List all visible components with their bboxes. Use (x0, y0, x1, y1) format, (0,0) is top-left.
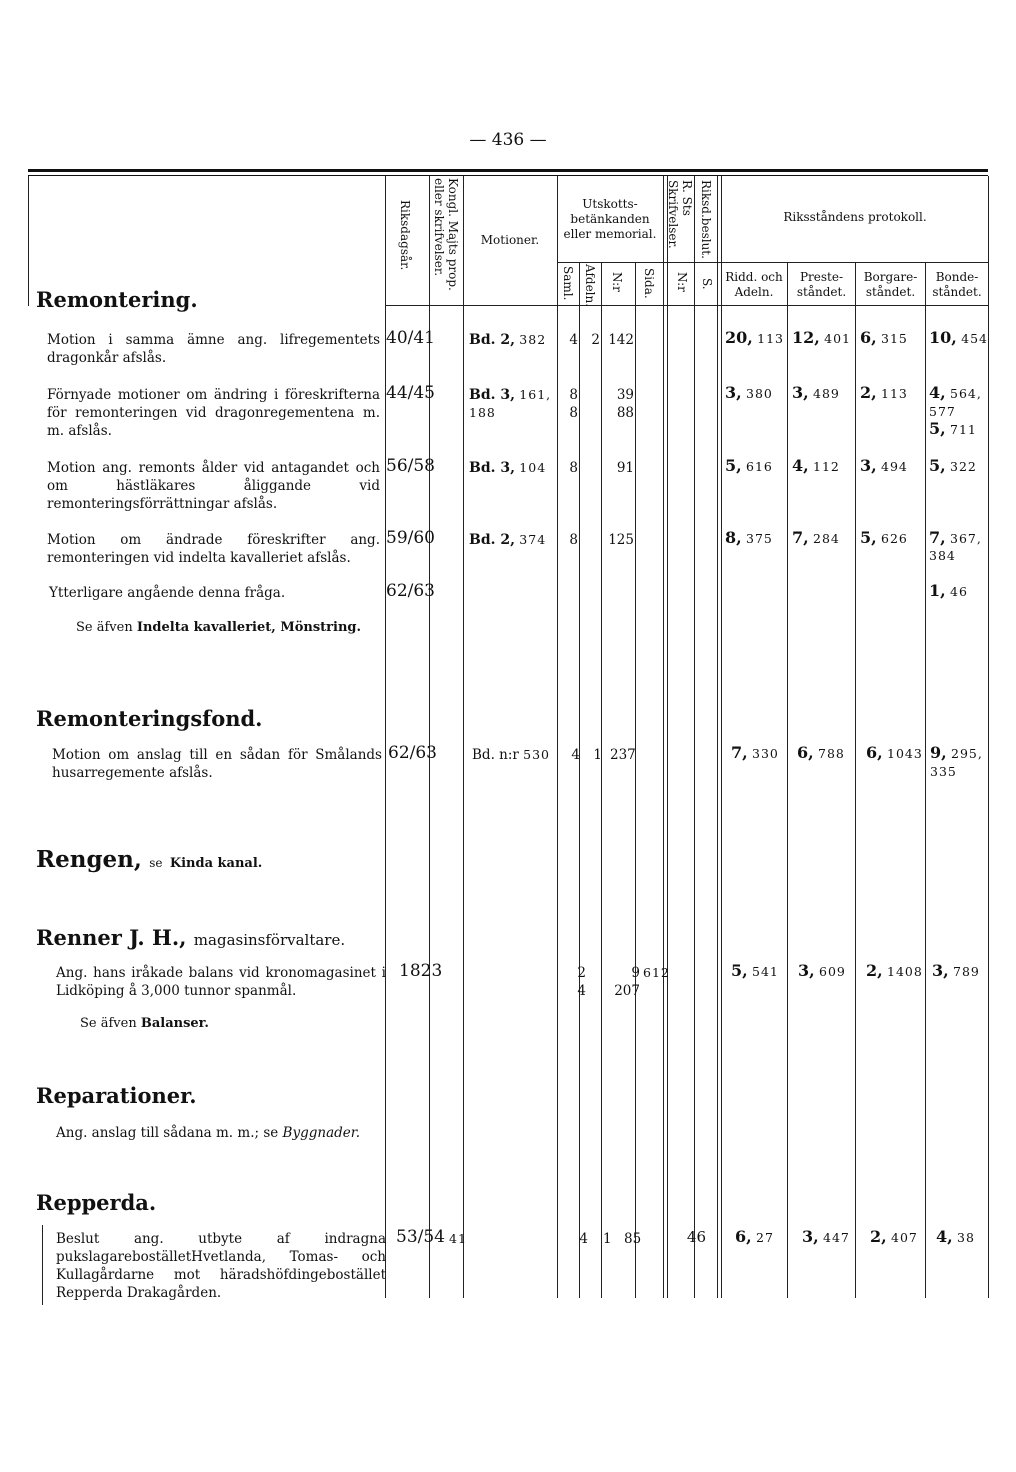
entry-description: Ytterligare angående denna fråga. (49, 585, 286, 601)
section-title-repperda: Repperda. (36, 1190, 157, 1215)
header-bonde: Bonde- ståndet. (932, 270, 982, 299)
ref-borgare (860, 457, 908, 476)
ref-borgare (860, 329, 908, 348)
section-title-remontering: Remontering. (36, 287, 198, 312)
ref-page: 367, (950, 531, 982, 546)
ref-ridd (735, 1228, 774, 1247)
motion-page: 382 (519, 332, 547, 347)
rengen-se: se (149, 856, 163, 870)
header-riksd-s: S. (700, 278, 714, 290)
ref-page: 447 (823, 1230, 850, 1245)
entry-nr: 88 (616, 405, 634, 421)
header-preste: Preste- ståndet. (796, 270, 847, 299)
renner-sub: magasinsförvaltare. (193, 931, 346, 949)
entry-nr: 125 (608, 532, 634, 548)
motion-page: 161, (519, 387, 552, 402)
ref-volume: 5, (731, 961, 748, 980)
header-kongl: Kongl. Majts prop. eller skrifvelser. (432, 178, 460, 291)
col-line (787, 262, 788, 1298)
see-prefix: Se äfven (80, 1016, 137, 1031)
col-line (463, 176, 464, 1298)
ref-bonde (929, 529, 982, 548)
ref-borgare (870, 1228, 918, 1247)
ref-borgare (860, 529, 908, 548)
motion-volume: Bd. 3, (469, 460, 515, 476)
entry-rsts: 46 (686, 1228, 706, 1246)
ref-bonde-2 (929, 420, 977, 439)
ref-volume: 10, (929, 328, 957, 347)
entry-motion (469, 459, 546, 477)
entry-year: 44/45 (386, 383, 435, 403)
ref-volume: 5, (860, 528, 877, 547)
header-rsts: R. Sts Skrifvelser. (666, 180, 694, 249)
ref-volume: 3, (932, 961, 949, 980)
reparationer-text: Ang. anslag till sådana m. m.; se (56, 1125, 279, 1141)
entry-sida: 612 (643, 965, 670, 980)
entry-year: 40/41 (386, 328, 435, 348)
see-also-remontering (76, 620, 361, 635)
header-rule (557, 262, 988, 263)
ref-page: 113 (881, 386, 908, 401)
ref-ridd (731, 744, 779, 763)
ref-bonde (929, 457, 977, 476)
ref-page: 454 (961, 331, 988, 346)
ref-preste (798, 962, 846, 981)
ref-volume: 7, (792, 528, 809, 547)
motion-page: 530 (523, 747, 550, 762)
ref-preste (797, 744, 845, 763)
ref-ridd (725, 457, 773, 476)
header-sida: Sida. (642, 268, 656, 299)
entry-nr: 91 (616, 460, 634, 476)
entry-year: 1823 (399, 961, 443, 981)
page-number: — 436 — (469, 130, 547, 150)
ref-volume: 6, (866, 743, 883, 762)
ref-page: 789 (953, 964, 980, 979)
header-motioner: Motioner. (480, 233, 540, 247)
entry-motion (472, 746, 550, 764)
ref-page: 27 (756, 1230, 774, 1245)
ref-volume: 5, (725, 456, 742, 475)
ref-page: 112 (813, 459, 840, 474)
entry-kongl: 41 (449, 1231, 467, 1246)
col-line (855, 262, 856, 1298)
entry-motion-cont: 188 (469, 405, 496, 420)
see-prefix: Se äfven (76, 620, 133, 635)
col-line (925, 262, 926, 1298)
motion-volume: Bd. 3, (469, 387, 515, 403)
ref-volume: 6, (797, 743, 814, 762)
entry-nr: 39 (616, 387, 634, 403)
entry-motion (469, 331, 546, 349)
ref-bonde (930, 744, 983, 763)
renner-title: Renner J. H., (36, 925, 187, 950)
ref-volume: 1, (929, 581, 946, 600)
ref-bonde (929, 384, 982, 403)
ref-volume: 9, (930, 743, 947, 762)
ref-ridd (731, 962, 779, 981)
ref-page: 375 (746, 531, 773, 546)
motion-volume: Bd. 2, (469, 332, 515, 348)
ref-ridd (725, 329, 784, 348)
entry-description (56, 1124, 396, 1142)
ref-page: 295, (951, 746, 983, 761)
ref-page: 616 (746, 459, 773, 474)
ref-volume: 5, (929, 456, 946, 475)
entry-description: Förnyade motioner om ändring i föreskrifterna för remonteringen vid dragonregementena m. m. afslås. (47, 387, 380, 439)
entry-saml: 8 (569, 405, 578, 421)
ref-ridd (725, 384, 773, 403)
section-title-reparationer: Reparationer. (36, 1083, 197, 1108)
ref-page: 407 (891, 1230, 918, 1245)
header-rule (385, 305, 988, 306)
entry-nr: 142 (608, 332, 634, 348)
ref-volume: 20, (725, 328, 753, 347)
entry-nr-a: 1 (603, 1231, 612, 1247)
ref-page: 1043 (887, 746, 923, 761)
entry-year: 59/60 (386, 528, 435, 548)
entry-saml: 4 (571, 747, 580, 763)
col-line (557, 176, 558, 1298)
motion-volume: Bd. 2, (469, 532, 515, 548)
entry-year: 62/63 (388, 743, 437, 763)
motion-volume: Bd. n:r (472, 747, 519, 763)
ref-borgare (860, 384, 908, 403)
col-line (694, 176, 695, 1298)
ref-volume: 12, (792, 328, 820, 347)
ref-volume: 5, (929, 419, 946, 438)
ref-preste (792, 457, 840, 476)
section-title-rengen (36, 846, 262, 873)
ref-page: 46 (950, 584, 968, 599)
ref-volume: 3, (798, 961, 815, 980)
ref-page: 626 (881, 531, 908, 546)
col-line (667, 176, 668, 1298)
entry-afdeln: 1 (593, 747, 602, 763)
ref-volume: 4, (929, 383, 946, 402)
header-riksd-beslut: Riksd.beslut. (699, 180, 713, 259)
entry-description: Motion ang. remonts ålder vid antagandet och om hästläkares åliggande vid remonteringsförrättningar afslås. (47, 460, 380, 512)
entry-afdeln: 4 (577, 983, 586, 999)
header-riksdagsar: Riksdagsår. (398, 200, 412, 271)
col-line (579, 262, 580, 1298)
entry-nr: 207 (614, 983, 640, 999)
header-nr: N:r (610, 272, 624, 292)
ref-preste (802, 1228, 850, 1247)
ref-bonde (932, 962, 980, 981)
ref-page: 322 (950, 459, 977, 474)
ref-page: 489 (813, 386, 840, 401)
ref-page: 401 (824, 331, 851, 346)
entry-saml: 8 (569, 532, 578, 548)
left-margin-line (42, 1225, 43, 1305)
ref-bonde (929, 582, 968, 601)
ref-volume: 2, (860, 383, 877, 402)
ref-page: 38 (957, 1230, 975, 1245)
entry-motion (469, 531, 546, 549)
reparationer-ref: Byggnader. (282, 1125, 361, 1141)
ref-volume: 7, (731, 743, 748, 762)
ref-page: 541 (752, 964, 779, 979)
ref-bonde (929, 329, 988, 348)
entry-year: 62/63 (386, 581, 435, 601)
col-line (721, 176, 722, 1298)
ref-bonde-cont: 335 (930, 764, 957, 779)
ref-borgare (866, 744, 923, 763)
ref-page: 788 (818, 746, 845, 761)
ref-bonde-cont: 577 (929, 404, 956, 419)
entry-afdeln: 2 (577, 965, 586, 981)
ref-volume: 3, (802, 1227, 819, 1246)
header-ridd: Ridd. och Adeln. (725, 270, 783, 299)
ref-volume: 6, (860, 328, 877, 347)
see-ref: Balanser. (140, 1016, 209, 1031)
entry-year: 53/54 (396, 1227, 445, 1247)
entry-year: 56/58 (386, 456, 435, 476)
ref-volume: 2, (866, 961, 883, 980)
ref-volume: 3, (860, 456, 877, 475)
ref-page: 284 (813, 531, 840, 546)
rengen-title: Rengen, (36, 846, 142, 873)
header-saml: Saml. (561, 266, 575, 301)
see-ref: Indelta kavalleriet, Mönstring. (136, 620, 362, 635)
entry-nr: 85 (624, 1231, 642, 1247)
entry-description: Ang. hans iråkade balans vid kronomagasinet i Lidköping å 3,000 tunnor spanmål. (56, 965, 386, 999)
entry-saml: 8 (569, 460, 578, 476)
ref-volume: 6, (735, 1227, 752, 1246)
ref-preste (792, 329, 851, 348)
ref-page: 1408 (887, 964, 923, 979)
ref-preste (792, 384, 840, 403)
ref-page: 609 (819, 964, 846, 979)
entry-description: Motion om ändrade föreskrifter ang. remonteringen vid indelta kavalleriet afslås. (47, 532, 380, 566)
ref-page: 315 (881, 331, 908, 346)
motion-page: 104 (519, 460, 547, 475)
ref-page: 380 (746, 386, 773, 401)
motion-page: 374 (519, 532, 547, 547)
col-line (663, 176, 664, 1298)
ref-borgare (866, 962, 923, 981)
ref-ridd (725, 529, 773, 548)
entry-description: Beslut ang. utbyte af indragna pukslagareboställetHvetlanda, Tomas- och Kullagårdarne mot häradshöfdingebostället Repperda Drakagården. (56, 1231, 386, 1301)
top-rule (28, 169, 988, 172)
ref-volume: 3, (792, 383, 809, 402)
header-rsts-nr: N:r (675, 272, 689, 292)
ref-volume: 3, (725, 383, 742, 402)
header-afdeln: Afdeln. (583, 264, 597, 308)
entry-nr: 9 (631, 965, 640, 981)
ref-volume: 2, (870, 1227, 887, 1246)
entry-description: Motion i samma ämne ang. lifregementets dragonkår afslås. (47, 332, 380, 366)
entry-afdeln: 4 (579, 1231, 588, 1247)
header-protokoll: Riksståndens protokoll. (783, 210, 927, 224)
ref-page: 494 (881, 459, 908, 474)
entry-nr: 237 (610, 747, 636, 763)
header-borgare: Borgare- ståndet. (863, 270, 918, 299)
ref-bonde-cont: 384 (929, 548, 956, 563)
ref-preste (792, 529, 840, 548)
ref-page: 564, (950, 386, 982, 401)
col-line (988, 176, 989, 1298)
see-also-renner (80, 1016, 209, 1031)
entry-saml: 4 (569, 332, 578, 348)
col-line (717, 176, 718, 1298)
ref-volume: 4, (936, 1227, 953, 1246)
section-title-remonteringsfond: Remonteringsfond. (36, 706, 263, 731)
ref-bonde (936, 1228, 975, 1247)
entry-motion (469, 386, 551, 404)
ref-volume: 7, (929, 528, 946, 547)
rengen-ref: Kinda kanal. (169, 856, 263, 871)
ref-volume: 4, (792, 456, 809, 475)
col-line (28, 176, 29, 306)
ref-page: 711 (950, 422, 977, 437)
entry-saml: 8 (569, 387, 578, 403)
ref-volume: 8, (725, 528, 742, 547)
entry-afdeln: 2 (591, 332, 600, 348)
top-rule-thin (28, 175, 988, 176)
header-utskotts: Utskotts- betänkanden eller memorial. (563, 197, 657, 241)
entry-description: Motion om anslag till en sådan för Smålands husarregemente afslås. (52, 747, 382, 781)
section-title-renner (36, 925, 345, 950)
ref-page: 113 (757, 331, 784, 346)
col-line (635, 262, 636, 1298)
ref-page: 330 (752, 746, 779, 761)
